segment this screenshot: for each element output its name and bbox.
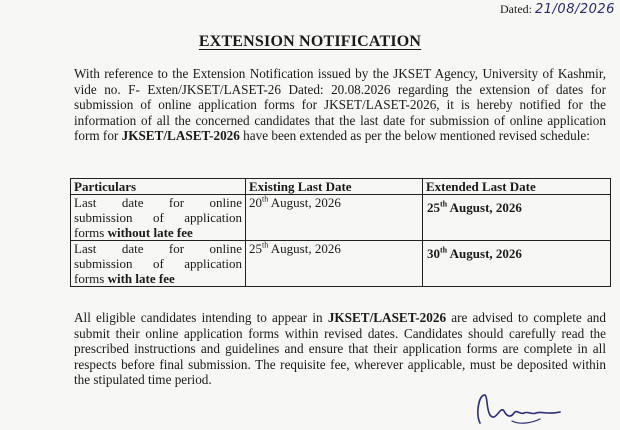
page-title: EXTENSION NOTIFICATION <box>198 33 422 50</box>
advisory-paragraph: All eligible candidates intending to appear in JKSET/LASET-2026 are advised to complete and submit their online application forms within revised dates. Candidates should carefully read the prescribed instructions and guidelines and ensure that their application forms are complete in all respects before final submission. The requisite fee, wherever applicable, must be deposited within the stipulated time period. <box>74 310 606 388</box>
intro-bold: JKSET/LASET-2026 <box>121 128 240 144</box>
existing-date-cell: 25th August, 2026 <box>246 241 423 287</box>
dated-line <box>500 2 615 17</box>
table-row <box>71 195 611 241</box>
dated-value: 21/08/2026 <box>535 2 615 17</box>
intro-paragraph <box>74 66 606 144</box>
signature-icon <box>470 385 580 430</box>
schedule-table <box>70 178 611 287</box>
table-row <box>71 241 611 287</box>
existing-date-cell: 20th August, 2026 <box>246 195 423 241</box>
header-existing: Existing Last Date <box>246 179 423 195</box>
table-header-row <box>71 179 611 195</box>
particulars-cell: Last date for online submission of application forms with late fee <box>71 241 246 287</box>
dated-label: Dated: <box>500 2 532 16</box>
intro-text: With reference to the Extension Notification issued by the JKSET Agency, University of Kashmir, vide no. F- Exten/JKSET/LASET-26 Dated: 20.08.2026 regarding the extension of dates for submission of online application forms for JKSET/LASET-2026, it is hereby notified for the information of all the concerned candidates that the last date for submission of online application form for <box>74 66 606 144</box>
extended-date-cell: 25th August, 2026 <box>423 195 611 241</box>
intro-tail: have been extended as per the below mentioned revised schedule: <box>239 128 590 144</box>
particulars-cell: Last date for online submission of application forms without late fee <box>71 195 246 241</box>
advisory-bold: JKSET/LASET-2026 <box>327 310 447 325</box>
header-extended: Extended Last Date <box>423 179 611 195</box>
extended-date-cell: 30th August, 2026 <box>423 241 611 287</box>
header-particulars: Particulars <box>71 179 246 195</box>
